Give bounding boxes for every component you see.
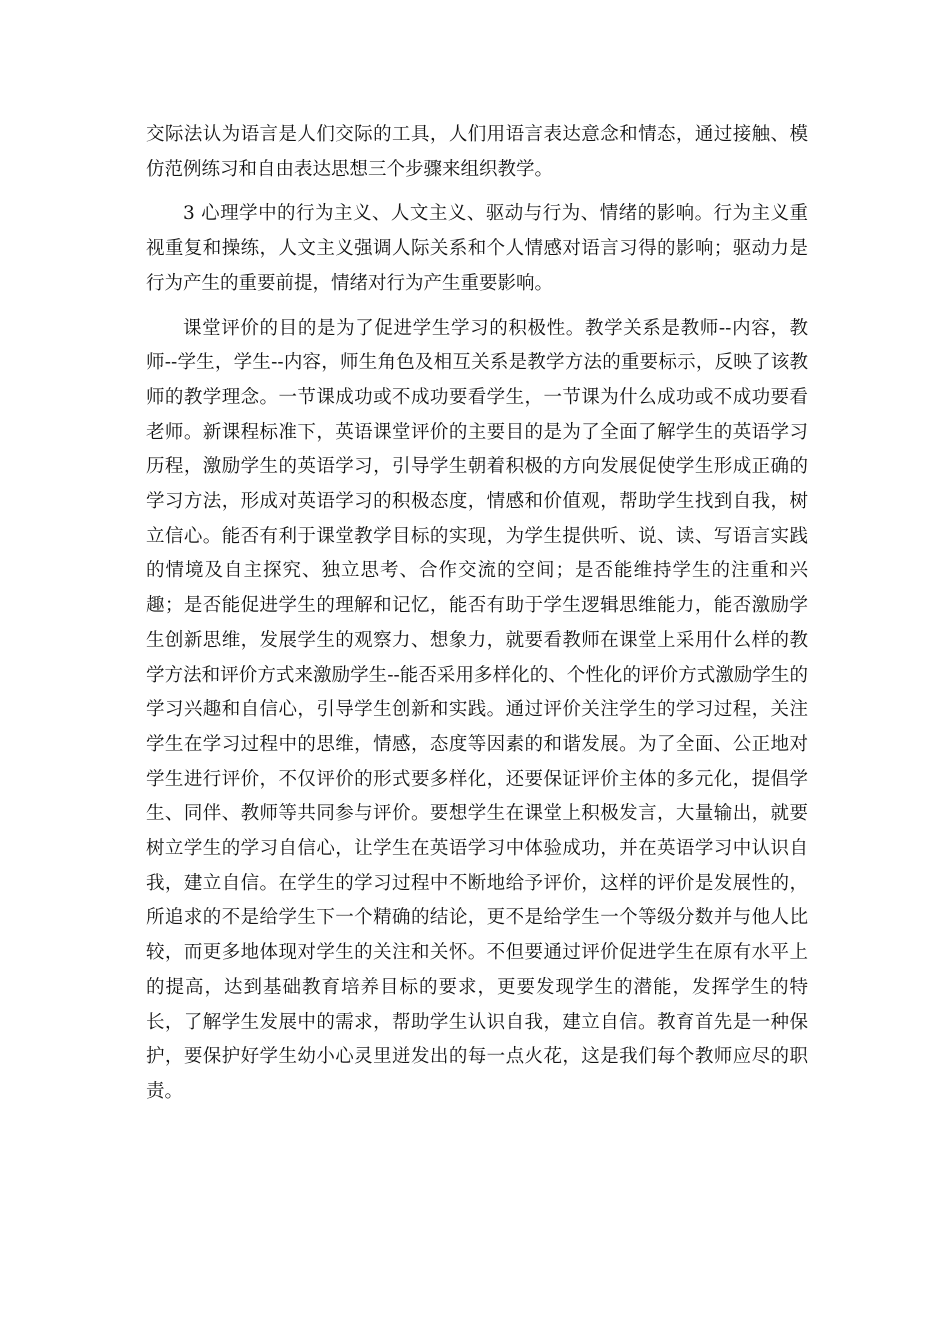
document-body — [146, 118, 808, 1110]
paragraph-communicative-approach: 交际法认为语言是人们交际的工具，人们用语言表达意念和情态，通过接触、模仿范例练习和自由表达思想三个步骤来组织教学。 — [146, 124, 808, 180]
paragraph-psychology: 3 心理学中的行为主义、人文主义、驱动与行为、情绪的影响。行为主义重视重复和操练，人文主义强调人际关系和个人情感对语言习得的影响；驱动力是行为产生的重要前提，情绪对行为产生重要影响。 — [146, 203, 808, 294]
paragraph-classroom-evaluation: 课堂评价的目的是为了促进学生学习的积极性。教学关系是教师--内容，教师--学生，学生--内容，师生角色及相互关系是教学方法的重要标示，反映了该教师的教学理念。一节课成功或不成功要看学生，一节课为什么成功或不成功要看老师。新课程标准下，英语课堂评价的主要目的是为了全面了解学生的英语学习历程，激励学生的英语学习，引导学生朝着积极的方向发展促使学生形成正确的学习方法，形成对英语学习的积极态度，情感和价值观，帮助学生找到自我，树立信心。能否有利于课堂教学目标的实现，为学生提供听、说、读、写语言实践的情境及自主探究、独立思考、合作交流的空间；是否能维持学生的注重和兴趣；是否能促进学生的理解和记忆，能否有助于学生逻辑思维能力，能否激励学生创新思维，发展学生的观察力、想象力，就要看教师在课堂上采用什么样的教学方法和评价方式来激励学生--能否采用多样化的、个性化的评价方式激励学生的学习兴趣和自信心，引导学生创新和实践。通过评价关注学生的学习过程，关注学生在学习过程中的思维，情感，态度等因素的和谐发展。为了全面、公正地对学生进行评价，不仅评价的形式要多样化，还要保证评价主体的多元化，提倡学生、同伴、教师等共同参与评价。要想学生在课堂上积极发言，大量输出，就要树立学生的学习自信心，让学生在英语学习中体验成功，并在英语学习中认识自我，建立自信。在学生的学习过程中不断地给予评价，这样的评价是发展性的，所追求的不是给学生下一个精确的结论，更不是给学生一个等级分数并与他人比较，而更多地体现对学生的关注和关怀。不但要通过评价促进学生在原有水平上的提高，达到基础教育培养目标的要求，更要发现学生的潜能，发挥学生的特长，了解学生发展中的需求，帮助学生认识自我，建立自信。教育首先是一种保护，要保护好学生幼小心灵里迸发出的每一点火花，这是我们每个教师应尽的职责。 — [146, 317, 808, 1102]
